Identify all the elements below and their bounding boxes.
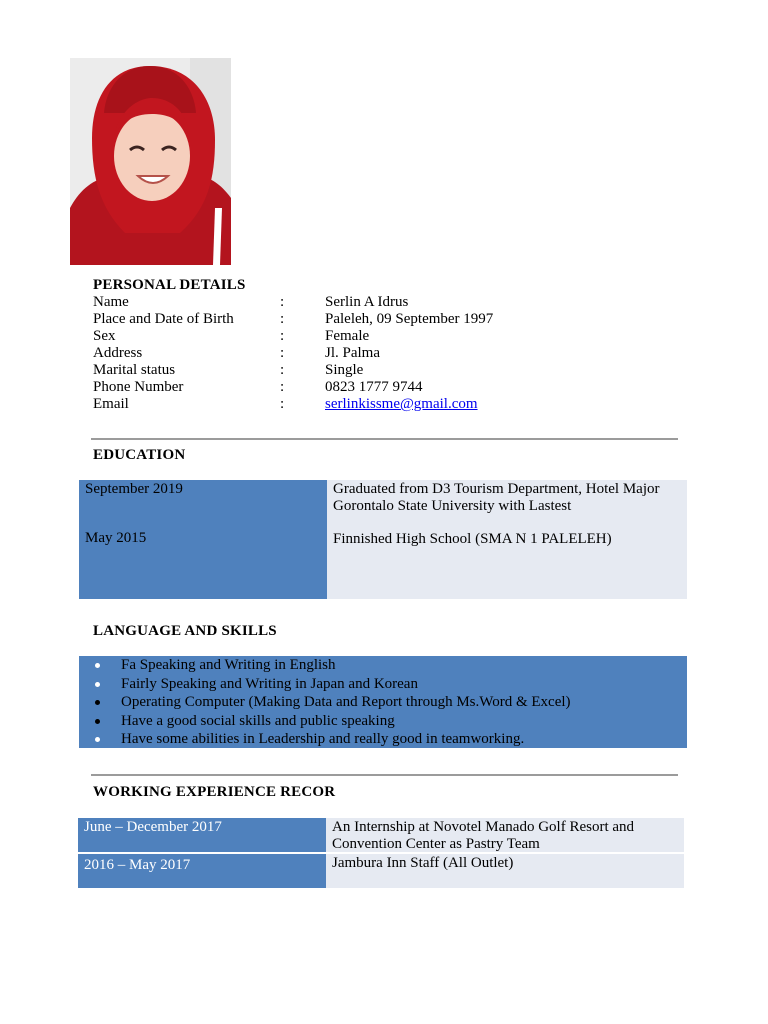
section-divider <box>91 438 678 440</box>
personal-details <box>93 294 493 413</box>
list-item: Have some abilities in Leadership and really good in teamworking. <box>79 730 687 749</box>
list-item: Have a good social skills and public speaking <box>79 712 687 731</box>
detail-row-phone <box>93 379 493 396</box>
detail-row-name <box>93 294 493 311</box>
detail-row-sex <box>93 328 493 345</box>
profile-photo <box>70 58 231 265</box>
detail-label: Phone Number <box>93 379 184 395</box>
detail-row-marital <box>93 362 493 379</box>
education-date: May 2015 <box>85 530 147 546</box>
detail-value: Jl. Palma <box>325 345 380 361</box>
skills-heading: LANGUAGE AND SKILLS <box>93 623 277 639</box>
work-desc: Convention Center as Pastry Team <box>332 836 540 852</box>
detail-row-birth <box>93 311 493 328</box>
detail-colon: : <box>280 294 285 310</box>
skills-list <box>79 656 687 748</box>
detail-value: Female <box>325 328 370 344</box>
detail-label: Address <box>93 345 143 361</box>
table-row <box>78 818 684 854</box>
detail-value: 0823 1777 9744 <box>325 379 423 395</box>
detail-colon: : <box>280 311 285 327</box>
section-divider <box>91 774 678 776</box>
list-item: Fa Speaking and Writing in English <box>79 656 687 675</box>
detail-value: Paleleh, 09 September 1997 <box>325 311 494 327</box>
detail-colon: : <box>280 328 285 344</box>
personal-details-heading: PERSONAL DETAILS <box>93 277 246 293</box>
education-date: September 2019 <box>85 481 183 497</box>
detail-colon: : <box>280 345 285 361</box>
detail-row-address <box>93 345 493 362</box>
detail-label: Name <box>93 294 129 310</box>
education-heading: EDUCATION <box>93 447 186 463</box>
list-item: Operating Computer (Making Data and Report through Ms.Word & Excel) <box>79 693 687 712</box>
education-desc: Gorontalo State University with Lastest <box>333 498 572 514</box>
detail-colon: : <box>280 396 285 412</box>
detail-row-email <box>93 396 493 413</box>
work-period: June – December 2017 <box>78 818 326 852</box>
education-table <box>79 480 687 599</box>
detail-label: Marital status <box>93 362 176 378</box>
education-row <box>79 480 687 599</box>
education-desc: Graduated from D3 Tourism Department, Hotel Major <box>333 481 660 497</box>
work-desc: Jambura Inn Staff (All Outlet) <box>332 855 514 871</box>
work-desc: An Internship at Novotel Manado Golf Resort and <box>332 819 635 835</box>
work-period: 2016 – May 2017 <box>78 854 326 888</box>
education-desc-cell <box>327 480 687 599</box>
list-item: Fairly Speaking and Writing in Japan and Korean <box>79 675 687 694</box>
detail-label: Sex <box>93 328 116 344</box>
work-desc-cell <box>326 818 684 852</box>
detail-value: Serlin A Idrus <box>325 294 409 310</box>
detail-colon: : <box>280 379 285 395</box>
detail-label: Place and Date of Birth <box>93 311 234 327</box>
detail-label: Email <box>93 396 129 412</box>
work-table <box>78 818 684 888</box>
detail-value: Single <box>325 362 364 378</box>
detail-colon: : <box>280 362 285 378</box>
education-desc: Finnished High School (SMA N 1 PALELEH) <box>333 531 612 547</box>
email-link[interactable]: serlinkissme@gmail.com <box>325 396 478 412</box>
education-dates-cell <box>79 480 327 599</box>
work-heading: WORKING EXPERIENCE RECOR <box>93 784 336 800</box>
work-desc-cell <box>326 854 684 888</box>
table-row <box>78 854 684 888</box>
